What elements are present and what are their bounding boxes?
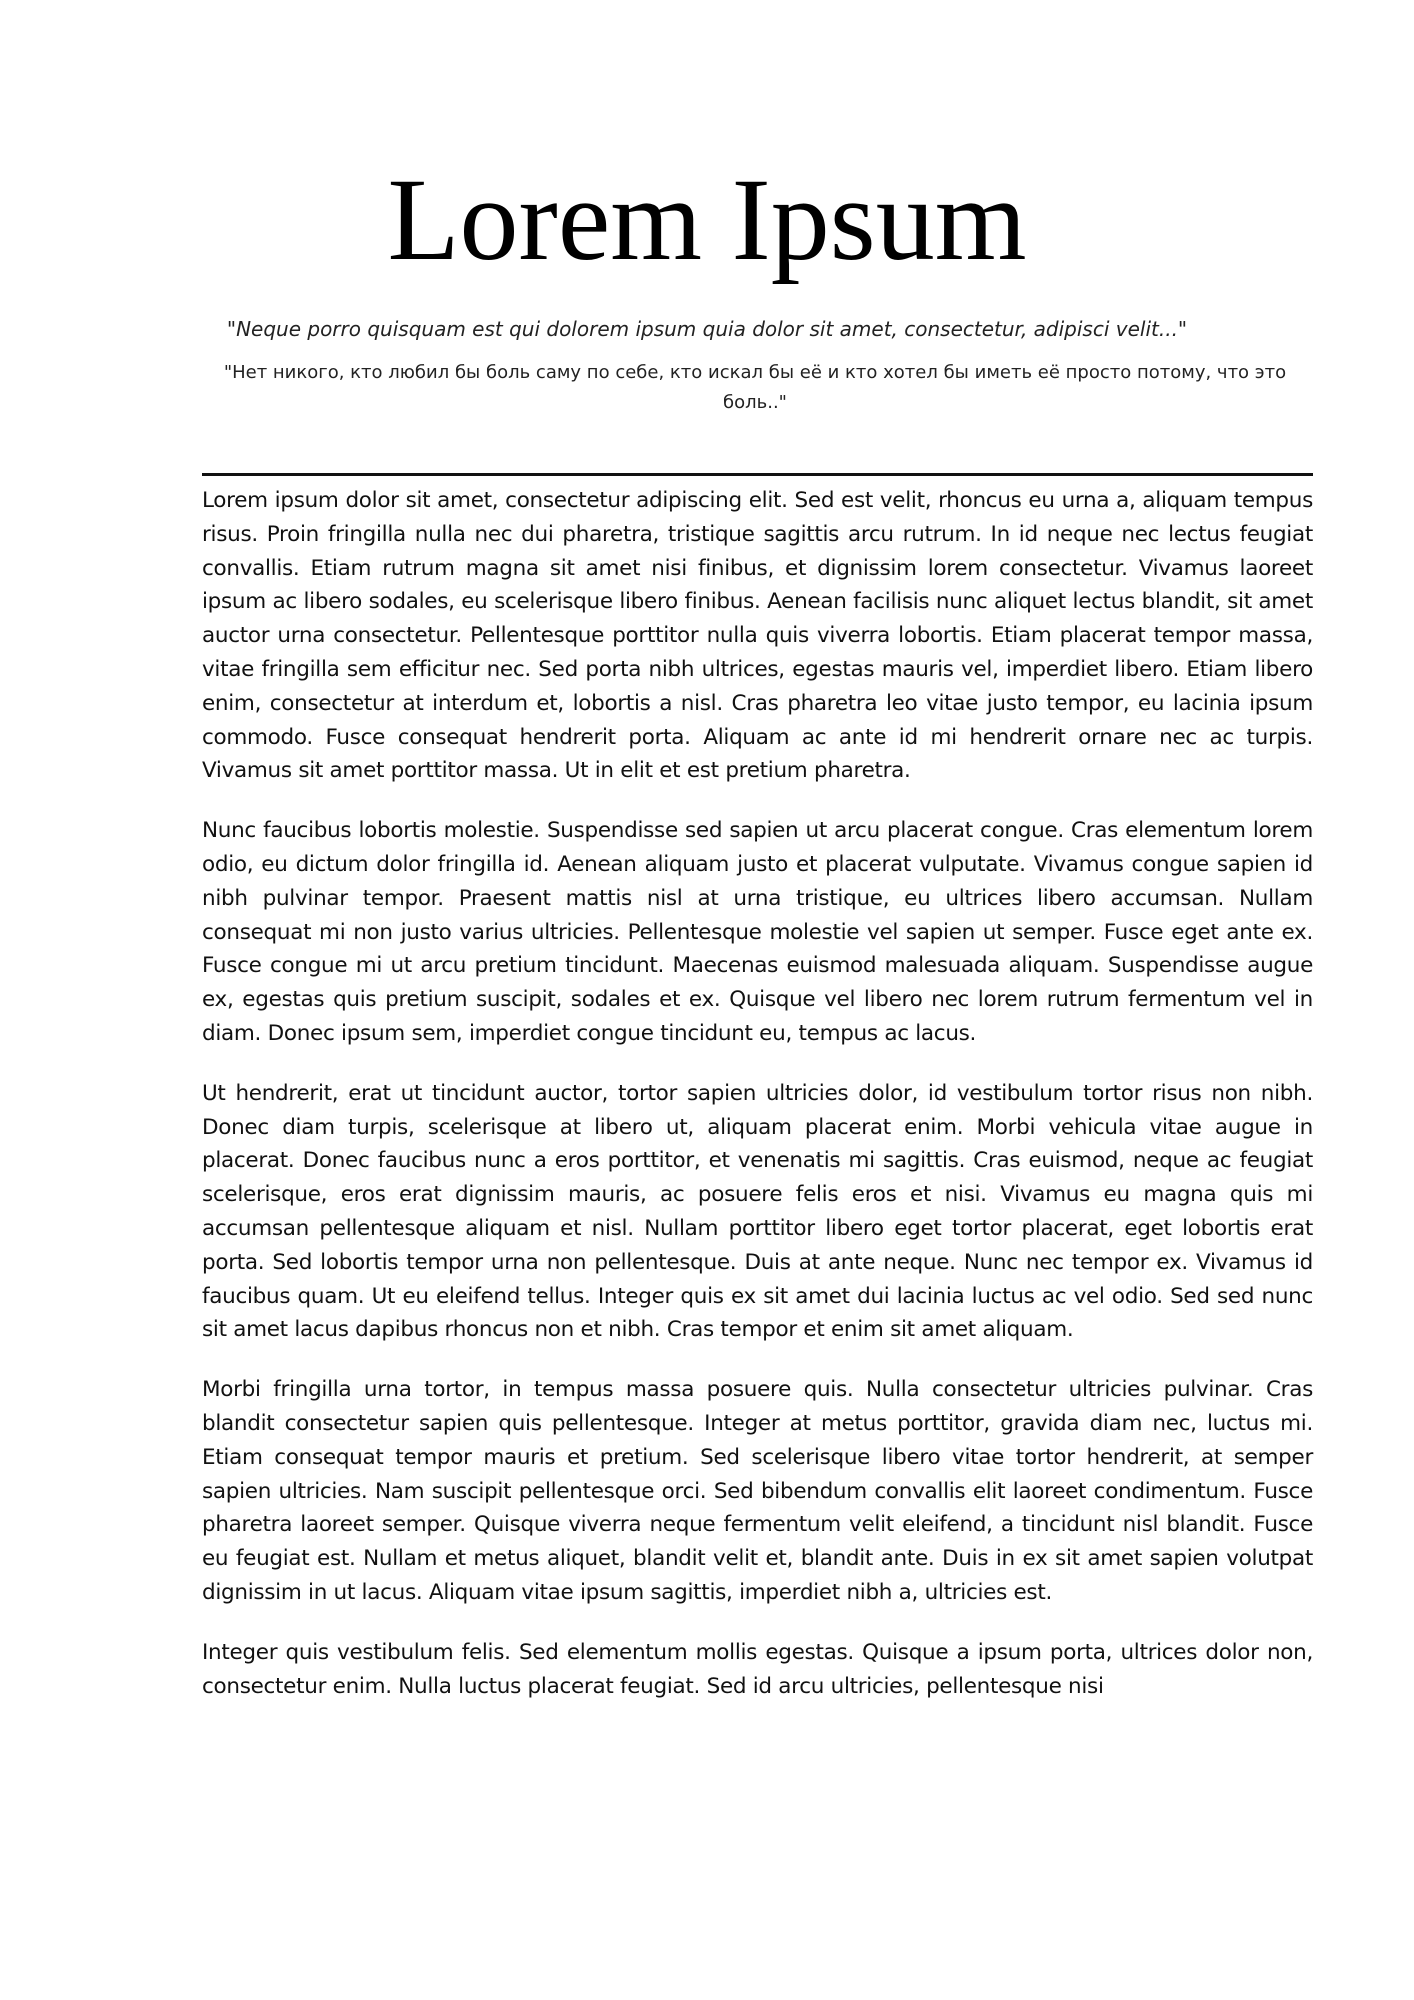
paragraph-4: Morbi fringilla urna tortor, in tempus massa posuere quis. Nulla consectetur ultricies pulvinar. Cras blandit consectetur sapien quis pellentesque. Integer at metus porttitor, gravida diam nec, luctus mi. Etiam consequat tempor mauris et pretium. Sed scelerisque libero vitae tortor hendrerit, at semper sapien ultricies. Nam suscipit pellentesque orci. Sed bibendum convallis elit laoreet condimentum. Fusce pharetra laoreet semper. Quisque viverra neque fermentum velit eleifend, a tincidunt nisl blandit. Fusce eu feugiat est. Nullam et metus aliquet, blandit velit et, blandit ante. Duis in ex sit amet sapien volutpat dignissim in ut lacus. Aliquam vitae ipsum sagittis, imperdiet nibh a, ultricies est.: [202, 1377, 1313, 1605]
horizontal-divider: [202, 473, 1313, 476]
russian-quote: "Нет никого, кто любил бы боль саму по себе, кто искал бы её и кто хотел бы иметь её просто потому, что это боль..": [223, 362, 1287, 413]
latin-quote: "Neque porro quisquam est qui dolorem ipsum quia dolor sit amet, consectetur, adipisci velit...": [226, 317, 1188, 341]
paragraph-2: Nunc faucibus lobortis molestie. Suspendisse sed sapien ut arcu placerat congue. Cras elementum lorem odio, eu dictum dolor fringilla id. Aenean aliquam justo et placerat vulputate. Vivamus congue sapien id nibh pulvinar tempor. Praesent mattis nisl at urna tristique, eu ultrices libero accumsan. Nullam consequat mi non justo varius ultricies. Pellentesque molestie vel sapien ut semper. Fusce eget ante ex. Fusce congue mi ut arcu pretium tincidunt. Maecenas euismod malesuada aliquam. Suspendisse augue ex, egestas quis pretium suscipit, sodales et ex. Quisque vel libero nec lorem rutrum fermentum vel in diam. Donec ipsum sem, imperdiet congue tincidunt eu, tempus ac lacus.: [202, 818, 1313, 1046]
paragraph-1: Lorem ipsum dolor sit amet, consectetur adipiscing elit. Sed est velit, rhoncus eu urna a, aliquam tempus risus. Proin fringilla nulla nec dui pharetra, tristique sagittis arcu rutrum. In id neque nec lectus feugiat convallis. Etiam rutrum magna sit amet nisi finibus, et dignissim lorem consectetur. Vivamus laoreet ipsum ac libero sodales, eu scelerisque libero finibus. Aenean facilisis nunc aliquet lectus blandit, sit amet auctor urna consectetur. Pellentesque porttitor nulla quis viverra lobortis. Etiam placerat tempor massa, vitae fringilla sem efficitur nec. Sed porta nibh ultrices, egestas mauris vel, imperdiet libero. Etiam libero enim, consectetur at interdum et, lobortis a nisl. Cras pharetra leo vitae justo tempor, eu lacinia ipsum commodo. Fusce consequat hendrerit porta. Aliquam ac ante id mi hendrerit ornare nec ac turpis. Vivamus sit amet porttitor massa. Ut in elit et est pretium pharetra.: [202, 488, 1313, 784]
document-title: Lorem Ipsum: [387, 154, 1027, 285]
body-text: [202, 484, 1313, 1729]
paragraph-3: Ut hendrerit, erat ut tincidunt auctor, tortor sapien ultricies dolor, id vestibulum tortor risus non nibh. Donec diam turpis, scelerisque at libero ut, aliquam placerat enim. Morbi vehicula vitae augue in placerat. Donec faucibus nunc a eros porttitor, et venenatis mi sagittis. Cras euismod, neque ac feugiat scelerisque, eros erat dignissim mauris, ac posuere felis eros et nisi. Vivamus eu magna quis mi accumsan pellentesque aliquam et nisl. Nullam porttitor libero eget tortor placerat, eget lobortis erat porta. Sed lobortis tempor urna non pellentesque. Duis at ante neque. Nunc nec tempor ex. Vivamus id faucibus quam. Ut eu eleifend tellus. Integer quis ex sit amet dui lacinia luctus ac vel odio. Sed sed nunc sit amet lacus dapibus rhoncus non et nibh. Cras tempor et enim sit amet aliquam.: [202, 1080, 1313, 1343]
paragraph-5: Integer quis vestibulum felis. Sed elementum mollis egestas. Quisque a ipsum porta, ultrices dolor non, consectetur enim. Nulla luctus placerat feugiat. Sed id arcu ultricies, pellentesque nisi: [202, 1639, 1313, 1699]
